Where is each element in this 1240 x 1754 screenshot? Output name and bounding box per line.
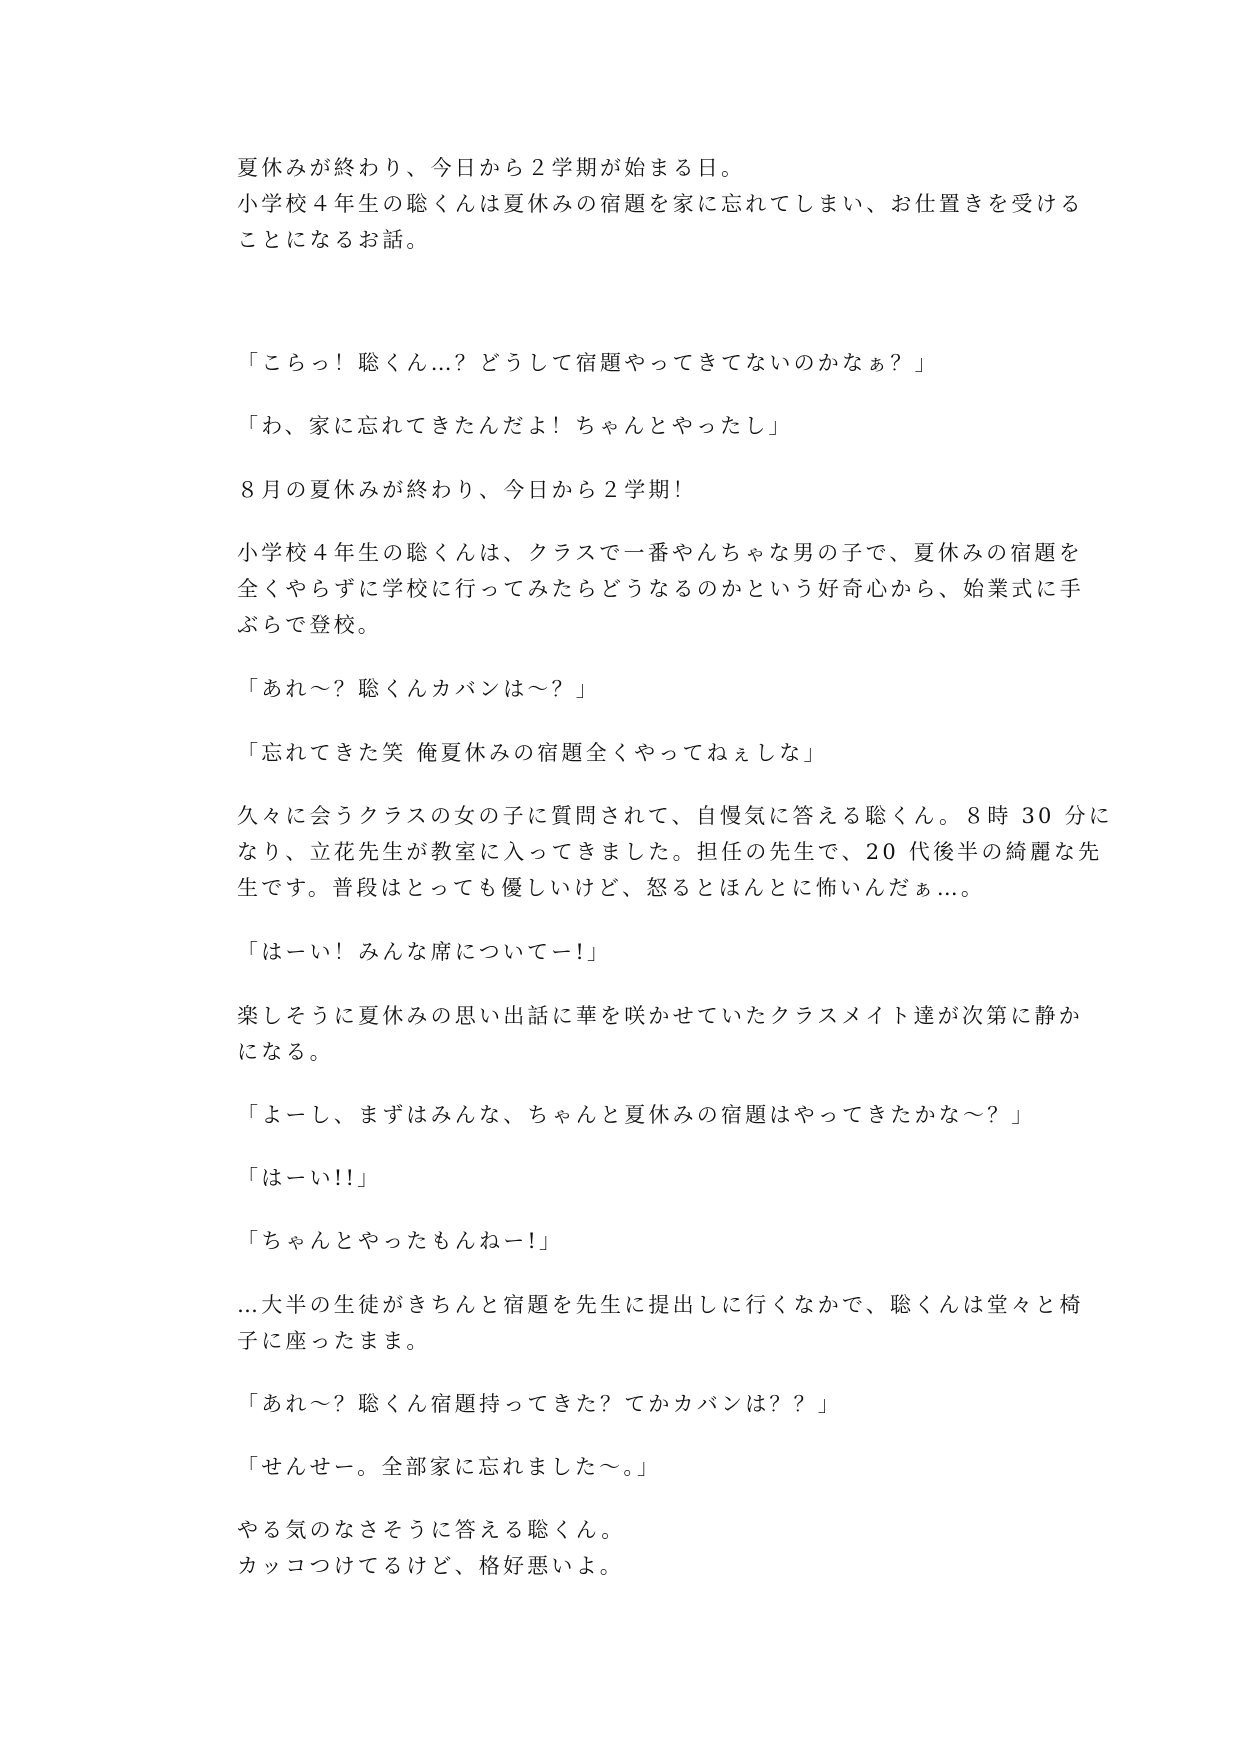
- paragraph: [237, 1223, 563, 1259]
- text-line: 「はーい!!」: [237, 1166, 382, 1190]
- text-line: ８月の夏休みが終わり、今日から２学期！: [237, 478, 697, 502]
- text-line: 生です。普段はとっても優しいけど、怒るとほんとに怖いんだぁ…。: [237, 876, 986, 900]
- paragraph: [237, 472, 697, 508]
- paragraph: [237, 798, 1113, 906]
- paragraph: [237, 408, 793, 444]
- text-line: 「忘れてきた笑 俺夏休みの宿題全くやってねぇしな」: [237, 741, 828, 765]
- paragraph: [237, 1160, 381, 1196]
- paragraph: [237, 671, 600, 707]
- paragraph: [237, 535, 1084, 643]
- text-line: 夏休みが終わり、今日から２学期が始まる日。: [237, 156, 746, 180]
- text-line: ぶらで登校。: [237, 613, 382, 637]
- text-line: 全くやらずに学校に行ってみたらどうなるのかという好奇心から、始業式に手: [237, 577, 1084, 601]
- text-line: になる。: [237, 1040, 334, 1064]
- text-line: 小学校４年生の聡くんは、クラスで一番やんちゃな男の子で、夏休みの宿題を: [237, 541, 1083, 565]
- text-line: 楽しそうに夏休みの思い出話に華を咲かせていたクラスメイト達が次第に静か: [237, 1004, 1083, 1028]
- text-line: 小学校４年生の聡くんは夏休みの宿題を家に忘れてしまい、お仕置きを受ける: [237, 192, 1084, 216]
- paragraph: [237, 1449, 661, 1485]
- paragraph: [237, 735, 828, 771]
- text-line: 「せんせー。全部家に忘れました～。」: [237, 1455, 662, 1479]
- text-line: 「あれ～？聡くんカバンは～？」: [237, 677, 600, 701]
- paragraph: [237, 1386, 842, 1422]
- paragraph: [237, 1097, 1036, 1133]
- text-line: 「わ、家に忘れてきたんだよ！ちゃんとやったし」: [237, 414, 793, 438]
- text-line: ことになるお話。: [237, 228, 431, 252]
- text-line: やる気のなさそうに答える聡くん。: [237, 1518, 626, 1542]
- text-line: 久々に会うクラスの女の子に質問されて、自慢気に答える聡くん。８時 30 分に: [237, 804, 1113, 828]
- text-line: …大半の生徒がきちんと宿題を先生に提出しに行くなかで、聡くんは堂々と椅: [237, 1293, 1084, 1317]
- paragraph: [237, 1287, 1084, 1359]
- text-line: 「はーい！みんな席についてー!」: [237, 940, 612, 964]
- paragraph: [237, 345, 939, 381]
- paragraph: [237, 1512, 625, 1584]
- text-line: 子に座ったまま。: [237, 1329, 431, 1353]
- text-line: 「よーし、まずはみんな、ちゃんと夏休みの宿題はやってきたかな～？」: [237, 1103, 1036, 1127]
- intro-summary: [237, 150, 1084, 258]
- text-line: 「あれ～？聡くん宿題持ってきた？てかカバンは？？」: [237, 1392, 842, 1416]
- text-line: カッコつけてるけど、格好悪いよ。: [237, 1554, 624, 1578]
- paragraph: [237, 998, 1083, 1070]
- text-line: 「こらっ！聡くん…？どうして宿題やってきてないのかなぁ？」: [237, 351, 939, 375]
- paragraph: [237, 934, 611, 970]
- text-line: 「ちゃんとやったもんねー!」: [237, 1229, 564, 1253]
- text-line: なり、立花先生が教室に入ってきました。担任の先生で、20 代後半の綺麗な先: [237, 840, 1103, 864]
